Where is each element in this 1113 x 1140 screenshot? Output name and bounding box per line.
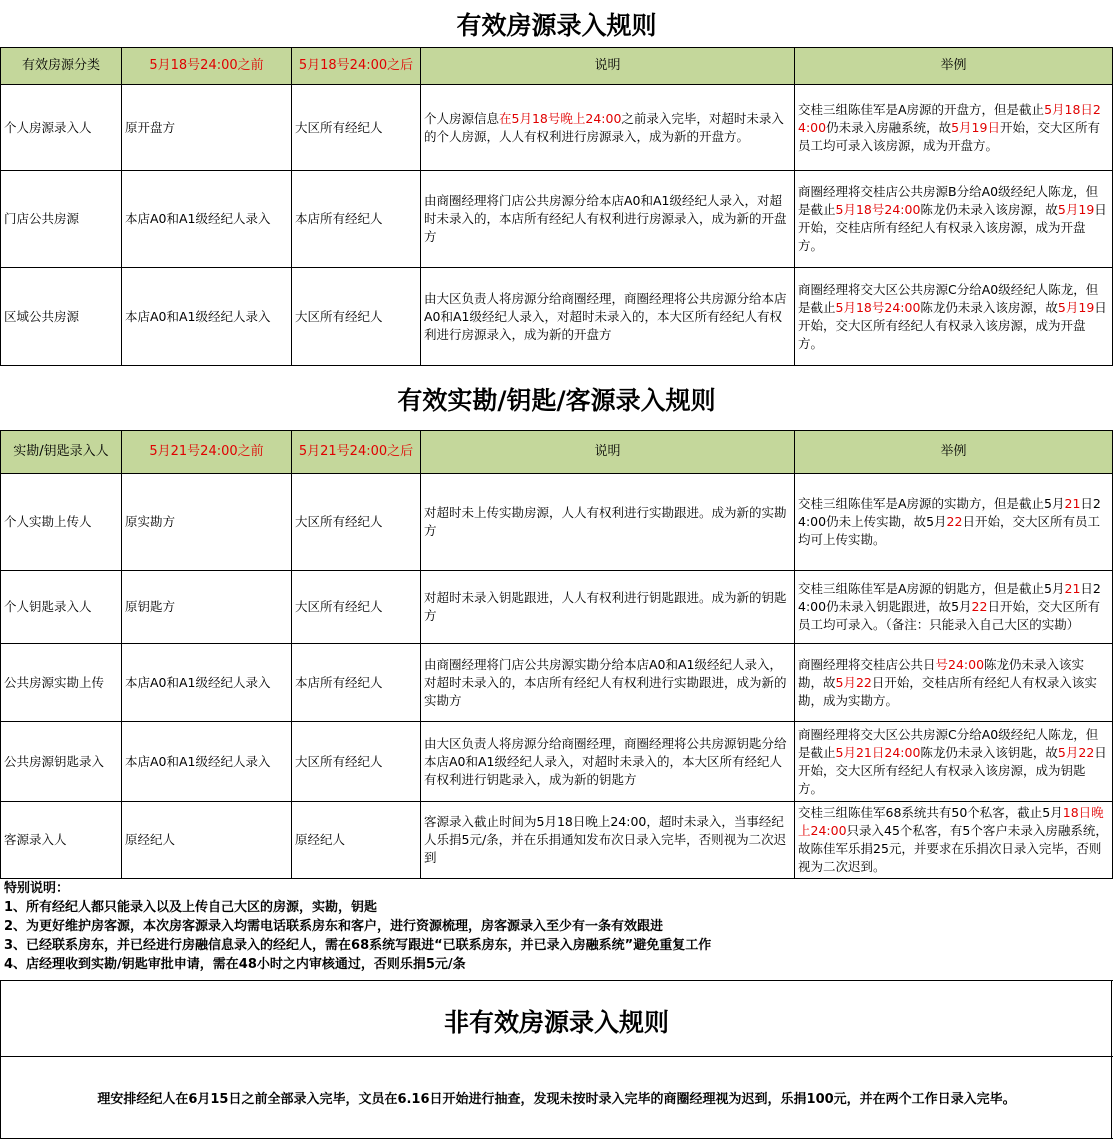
row-desc: 由大区负责人将房源分给商圈经理，商圈经理将公共房源分给本店A0和A1级经纪人录入，对超时未录入的，本大区所有经纪人有权利进行房源录入，成为新的开盘方	[421, 268, 795, 366]
row-after: 大区所有经纪人	[292, 85, 421, 171]
table-row	[1, 722, 1113, 802]
row-example: 商圈经理将交桂店公共日号24:00陈龙仍未录入该实勘，故5月22日开始，交桂店所有经纪人有权录入该实勘，成为实勘方。	[795, 644, 1113, 722]
table-row	[1, 571, 1113, 644]
table-row	[1, 171, 1113, 268]
row-after: 本店所有经纪人	[292, 644, 421, 722]
row-after: 大区所有经纪人	[292, 474, 421, 571]
section3-title: 非有效房源录入规则	[443, 1008, 669, 1037]
table-header	[1, 48, 1113, 85]
row-after: 大区所有经纪人	[292, 571, 421, 644]
border-right	[1111, 980, 1112, 1139]
row-before: 原实勘方	[122, 474, 292, 571]
row-category: 个人房源录入人	[1, 85, 122, 171]
row-desc: 客源录入截止时间为5月18日晚上24:00，超时未录入，当事经纪人乐捐5元/条，并在乐捐通知发布次日录入完毕，否则视为二次迟到	[421, 802, 795, 879]
row-category: 个人钥匙录入人	[1, 571, 122, 644]
header-desc: 说明	[421, 48, 795, 85]
note-item: 4、店经理收到实勘/钥匙审批申请，需在48小时之内审核通过，否则乐捐5元/条	[4, 957, 466, 972]
header-after: 5月21号24:00之后	[292, 431, 421, 474]
row-category: 门店公共房源	[1, 171, 122, 268]
table-row	[1, 268, 1113, 366]
row-category: 个人实勘上传人	[1, 474, 122, 571]
row-example: 商圈经理将交大区公共房源C分给A0级经纪人陈龙，但是截止5月18号24:00陈龙仍未录入该房源，故5月19日开始，交大区所有经纪人有权录入该房源，成为开盘方。	[795, 268, 1113, 366]
row-after: 大区所有经纪人	[292, 268, 421, 366]
note-item: 3、已经联系房东，并已经进行房融信息录入的经纪人，需在68系统写跟进“已联系房东，并已录入房融系统”避免重复工作	[4, 938, 712, 953]
section1-title: 有效房源录入规则	[456, 11, 657, 40]
note-item: 1、所有经纪人都只能录入以及上传自己大区的房源，实勘，钥匙	[4, 900, 378, 915]
row-example: 商圈经理将交大区公共房源C分给A0级经纪人陈龙，但是截止5月21日24:00陈龙仍未录入该钥匙，故5月22日开始，交大区所有经纪人有权录入该房源，成为钥匙方。	[795, 722, 1113, 802]
section2-title: 有效实勘/钥匙/客源录入规则	[397, 386, 716, 415]
row-desc: 对超时未上传实勘房源，人人有权利进行实勘跟进。成为新的实勘方	[421, 474, 795, 571]
row-after: 原经纪人	[292, 802, 421, 879]
row-before: 原经纪人	[122, 802, 292, 879]
notes-title: 特别说明：	[4, 881, 70, 896]
row-desc: 由商圈经理将门店公共房源实勘分给本店A0和A1级经纪人录入，对超时未录入的，本店所有经纪人有权利进行实勘跟进，成为新的实勘方	[421, 644, 795, 722]
divider	[0, 1056, 1113, 1057]
note-item: 2、为更好维护房客源，本次房客源录入均需电话联系房东和客户，进行资源梳理，房客源录入至少有一条有效跟进	[4, 919, 664, 934]
header-category: 实勘/钥匙录入人	[1, 431, 122, 474]
row-category: 区域公共房源	[1, 268, 122, 366]
row-example: 交桂三组陈佳军68系统共有50个私客，截止5月18日晚上24:00只录入45个私客，有5个客户未录入房融系统，故陈佳军乐捐25元，并要求在乐捐次日录入完毕，否则视为二次迟到。	[795, 802, 1113, 879]
table-header	[1, 431, 1113, 474]
survey-key-table	[0, 430, 1113, 879]
row-desc: 由大区负责人将房源分给商圈经理，商圈经理将公共房源钥匙分给本店A0和A1级经纪人录入，对超时未录入的，本大区所有经纪人有权利进行钥匙录入，成为新的钥匙方	[421, 722, 795, 802]
divider	[0, 980, 1113, 981]
header-after: 5月18号24:00之后	[292, 48, 421, 85]
header-before: 5月18号24:00之前	[122, 48, 292, 85]
row-example: 商圈经理将交桂店公共房源B分给A0级经纪人陈龙，但是截止5月18号24:00陈龙仍未录入该房源，故5月19日开始，交桂店所有经纪人有权录入该房源，成为开盘方。	[795, 171, 1113, 268]
table-row	[1, 474, 1113, 571]
header-desc: 说明	[421, 431, 795, 474]
house-source-table	[0, 47, 1113, 366]
row-before: 原钥匙方	[122, 571, 292, 644]
row-before: 本店A0和A1级经纪人录入	[122, 171, 292, 268]
row-desc: 个人房源信息在5月18号晚上24:00之前录入完毕，对超时未录入的个人房源，人人有权利进行房源录入，成为新的开盘方。	[421, 85, 795, 171]
row-before: 本店A0和A1级经纪人录入	[122, 644, 292, 722]
row-category: 客源录入人	[1, 802, 122, 879]
row-example: 交桂三组陈佳军是A房源的实勘方，但是截止5月21日24:00仍未上传实勘，故5月22日开始，交大区所有员工均可上传实勘。	[795, 474, 1113, 571]
row-desc: 由商圈经理将门店公共房源分给本店A0和A1级经纪人录入，对超时未录入的，本店所有经纪人有权利进行房源录入，成为新的开盘方	[421, 171, 795, 268]
header-example: 举例	[795, 431, 1113, 474]
row-after: 本店所有经纪人	[292, 171, 421, 268]
special-notes	[4, 879, 711, 974]
row-category: 公共房源钥匙录入	[1, 722, 122, 802]
row-example: 交桂三组陈佳军是A房源的开盘方，但是截止5月18日24:00仍未录入房融系统，故5月19日开始，交大区所有员工均可录入该房源，成为开盘方。	[795, 85, 1113, 171]
header-example: 举例	[795, 48, 1113, 85]
header-category: 有效房源分类	[1, 48, 122, 85]
table-row	[1, 802, 1113, 879]
table-row	[1, 644, 1113, 722]
row-example: 交桂三组陈佳军是A房源的钥匙方，但是截止5月21日24:00仍未录入钥匙跟进，故5月22日开始，交大区所有员工均可录入。（备注：只能录入自己大区的实勘）	[795, 571, 1113, 644]
row-after: 大区所有经纪人	[292, 722, 421, 802]
table-row	[1, 85, 1113, 171]
row-category: 公共房源实勘上传	[1, 644, 122, 722]
row-before: 原开盘方	[122, 85, 292, 171]
header-before: 5月21号24:00之前	[122, 431, 292, 474]
section3-text: 理安排经纪人在6月15日之前全部录入完毕，文员在6.16日开始进行抽查，发现未按时录入完毕的商圈经理视为迟到，乐捐100元，并在两个工作日录入完毕。	[97, 1092, 1016, 1107]
divider	[0, 1138, 1113, 1139]
row-before: 本店A0和A1级经纪人录入	[122, 268, 292, 366]
border-left	[0, 980, 1, 1139]
row-before: 本店A0和A1级经纪人录入	[122, 722, 292, 802]
row-desc: 对超时未录入钥匙跟进，人人有权利进行钥匙跟进。成为新的钥匙方	[421, 571, 795, 644]
